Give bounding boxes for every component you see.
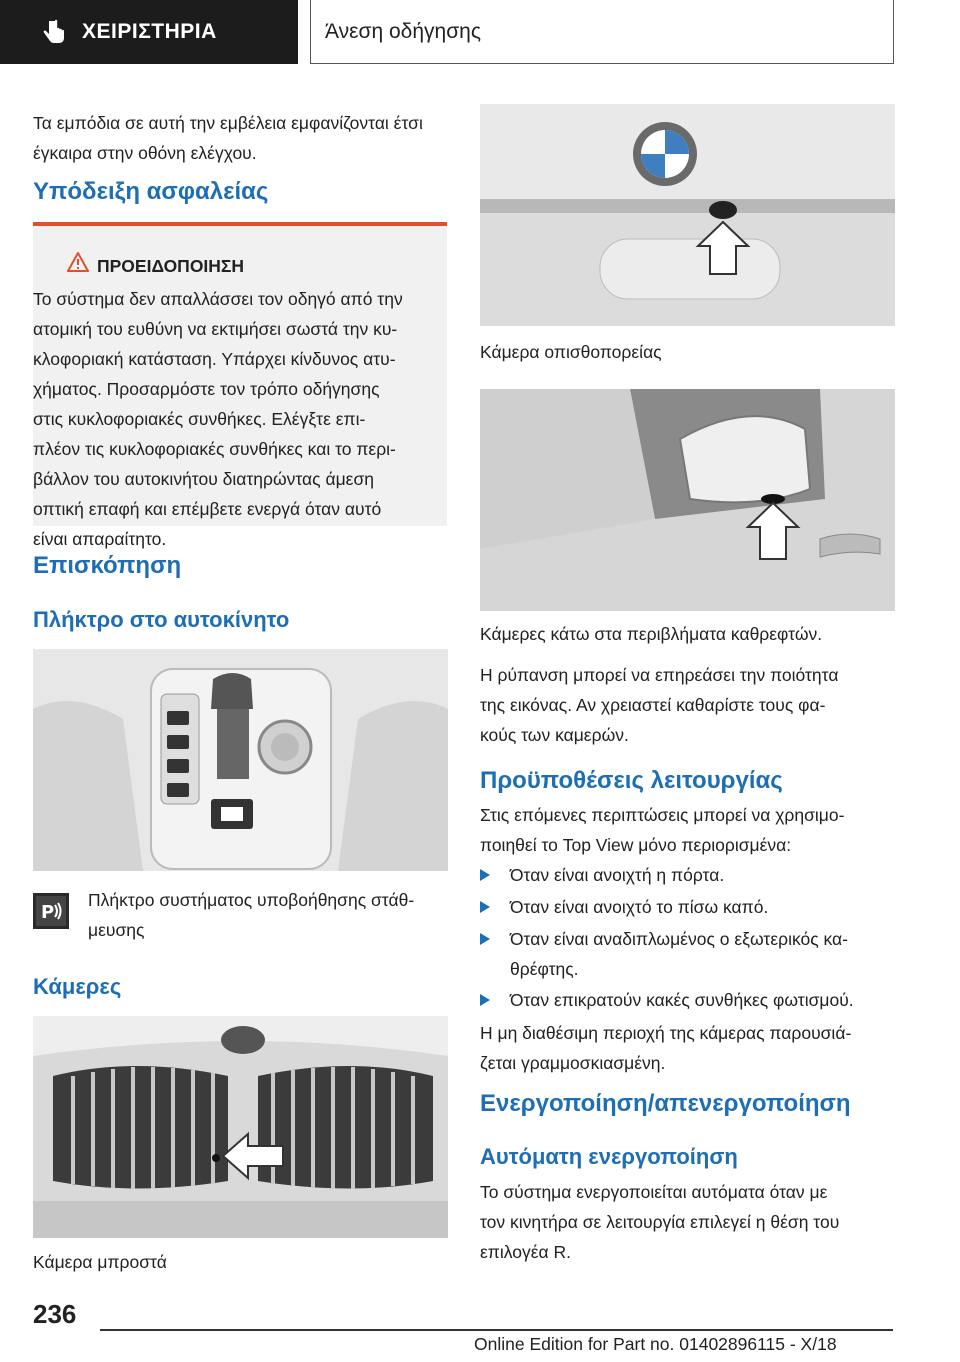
list-item-line: θρέφτης.: [510, 959, 579, 979]
warning-line: Το σύστημα δεν απαλλάσσει τον οδηγό από την: [33, 289, 403, 309]
bullet-triangle-icon: [480, 869, 490, 881]
park-assist-button-icon: [33, 893, 69, 929]
warning-line: βάλλον του αυτοκινήτου διατηρώντας άμεση: [33, 469, 375, 489]
list-item-text: [510, 924, 896, 984]
warning-text: [33, 284, 447, 554]
safety-heading: Υπόδειξη ασφαλείας: [33, 178, 269, 205]
bullet-triangle-icon: [480, 901, 490, 913]
auto-line: Το σύστημα ενεργοποιείται αυτόματα όταν με: [480, 1182, 828, 1202]
manual-label: ΧΕΙΡΙΣΤΗΡΙΑ: [82, 20, 217, 43]
list-item: [480, 892, 896, 922]
rear-camera-caption: Κάμερα οπισθοπορείας: [480, 342, 662, 362]
unavailable-line: Η μη διαθέσιμη περιοχή της κάμερας παρουσιά-: [480, 1023, 852, 1043]
list-item-text: Όταν επικρατούν κακές συνθήκες φωτισμού.: [510, 990, 854, 1010]
conditions-line: ποιηθεί το Top View μόνο περιορισμένα:: [480, 835, 792, 855]
auto-line: τον κινητήρα σε λειτουργία επιλεγεί η θέση του: [480, 1212, 840, 1232]
list-item: [480, 924, 896, 984]
mirror-camera-caption: Κάμερες κάτω στα περιβλήματα καθρεφτών.: [480, 624, 823, 644]
conditions-line: Στις επόμενες περιπτώσεις μπορεί να χρησιμο-: [480, 805, 845, 825]
conditions-heading: Προϋποθέσεις λειτουργίας: [480, 767, 783, 794]
warning-line: πλέον τις κυκλοφοριακές συνθήκες και το περι-: [33, 439, 396, 459]
dirt-line: κούς των καμερών.: [480, 725, 629, 745]
edition-note: Online Edition for Part no. 01402896115 - X/18: [474, 1334, 837, 1354]
front-camera-caption: Κάμερα μπροστά: [33, 1252, 167, 1272]
unavailable-line: ζεται γραμμοσκιασμένη.: [480, 1053, 666, 1073]
bullet-triangle-icon: [480, 994, 490, 1006]
auto-line: επιλογέα R.: [480, 1242, 572, 1262]
rear-camera-photo: [480, 104, 895, 326]
hand-pointer-icon: [40, 18, 68, 46]
auto-activation-paragraph: [480, 1177, 900, 1267]
cameras-heading: Κάμερες: [33, 974, 122, 999]
warning-title: ΠΡΟΕΙΔΟΠΟΙΗΣΗ: [97, 256, 245, 276]
warning-line: είναι απαραίτητο.: [33, 529, 167, 549]
warning-line: χήματος. Προσαρμόστε τον τρόπο οδήγησης: [33, 379, 380, 399]
front-camera-photo: [33, 1016, 448, 1238]
button-heading: Πλήκτρο στο αυτοκίνητο: [33, 607, 290, 632]
activation-heading: Ενεργοποίηση/απενεργοποίηση: [480, 1090, 851, 1117]
manual-section-tab: [0, 0, 298, 64]
list-item-line: Όταν είναι αναδιπλωμένος ο εξωτερικός κα-: [510, 929, 849, 949]
list-item: [480, 860, 896, 890]
console-photo: [33, 649, 448, 871]
warning-line: ατομική του ευθύνη να εκτιμήσει σωστά την κυ-: [33, 319, 398, 339]
warning-box: [33, 222, 447, 549]
button-caption-line: μευσης: [88, 920, 145, 940]
dirt-line: Η ρύπανση μπορεί να επηρεάσει την ποιότητα: [480, 665, 839, 685]
svg-text:P: P: [41, 902, 55, 923]
section-title: Άνεση οδήγησης: [325, 20, 481, 43]
mirror-camera-photo: [480, 389, 895, 611]
button-caption-line: Πλήκτρο συστήματος υποβοήθησης στάθ-: [88, 890, 415, 910]
overview-heading: Επισκόπηση: [33, 552, 182, 579]
warning-line: οπτική επαφή και επέμβετε ενεργά όταν αυτό: [33, 499, 382, 519]
auto-activation-heading: Αυτόματη ενεργοποίηση: [480, 1144, 738, 1169]
dirt-line: της εικόνας. Αν χρειαστεί καθαρίστε τους φα-: [480, 695, 826, 715]
warning-line: στις κυκλοφοριακές συνθήκες. Ελέγξτε επι-: [33, 409, 366, 429]
unavailable-paragraph: [480, 1018, 900, 1078]
dirt-paragraph: [480, 660, 900, 750]
list-item-text: Όταν είναι ανοιχτή η πόρτα.: [510, 865, 725, 885]
button-caption: [88, 885, 448, 945]
warning-line: κλοφοριακή κατάσταση. Υπάρχει κίνδυνος ατυ-: [33, 349, 396, 369]
footer-divider: [100, 1329, 893, 1331]
list-item: [480, 985, 896, 1015]
conditions-paragraph: [480, 800, 900, 860]
list-item-text: Όταν είναι ανοιχτό το πίσω καπό.: [510, 897, 769, 917]
bullet-triangle-icon: [480, 933, 490, 945]
warning-triangle-icon: [67, 252, 89, 272]
page-number: 236: [33, 1299, 77, 1329]
intro-paragraph: Τα εμπόδια σε αυτή την εμβέλεια εμφανίζονται έτσι έγκαιρα στην οθόνη ελέγχου.: [33, 113, 423, 163]
section-header: [310, 0, 894, 64]
